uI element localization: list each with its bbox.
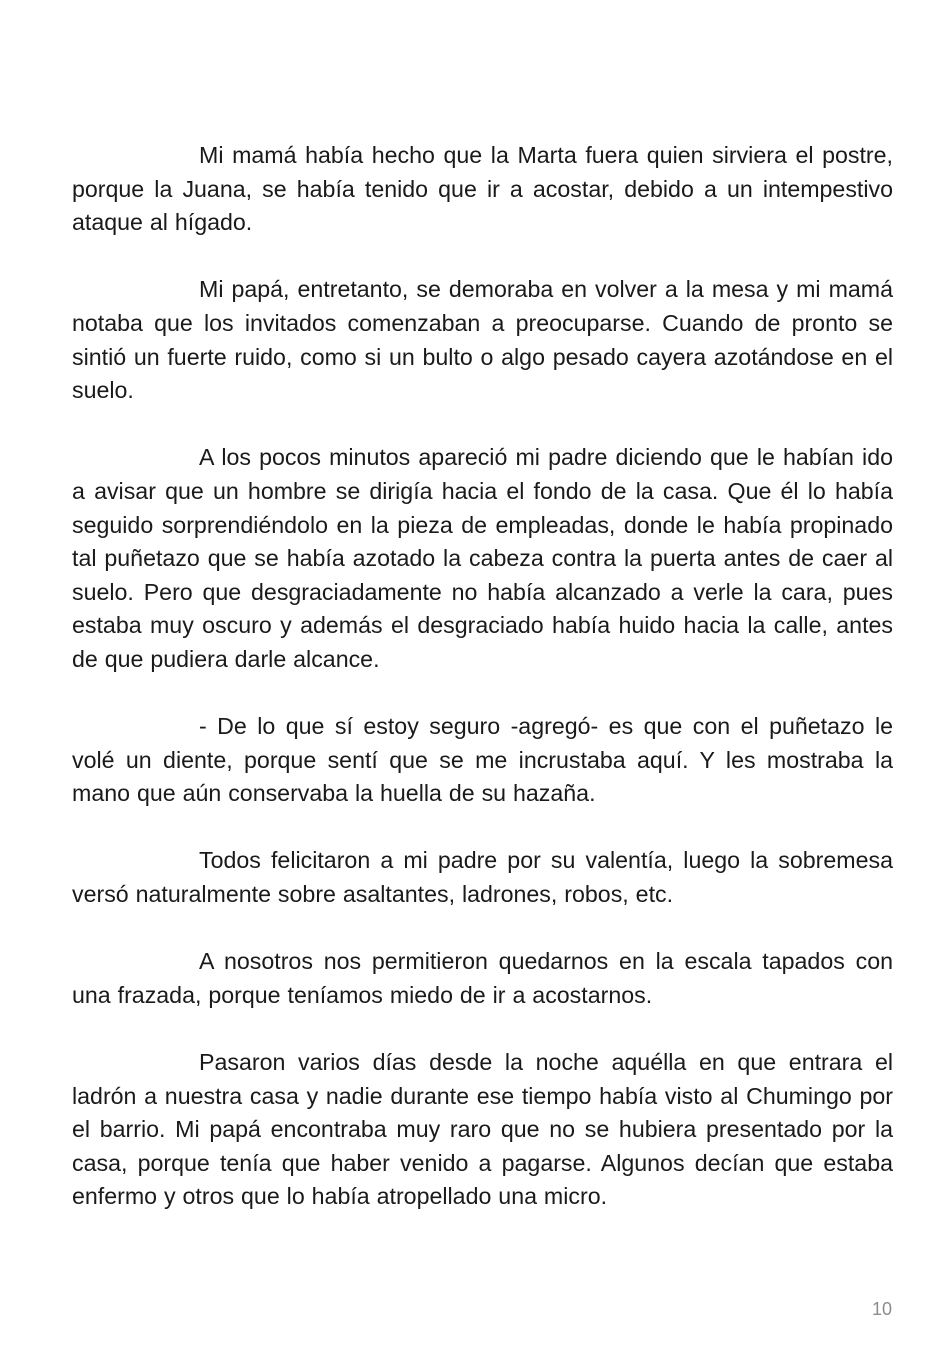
body-text (72, 139, 893, 1214)
paragraph-5: Todos felicitaron a mi padre por su valentía, luego la sobremesa versó naturalmente sobre asaltantes, ladrones, robos, etc. (72, 847, 893, 908)
paragraph-1: Mi mamá había hecho que la Marta fuera quien sirviera el postre, porque la Juana, se había tenido que ir a acostar, debido a un intempestivo ataque al hígado. (72, 142, 893, 236)
paragraph-4: - De lo que sí estoy seguro -agregó- es que con el puñetazo le volé un diente, porque sentí que se me incrustaba aquí. Y les mostraba la mano que aún conservaba la huella de su hazaña. (72, 713, 893, 807)
paragraph-7: Pasaron varios días desde la noche aquélla en que entrara el ladrón a nuestra casa y nadie durante ese tiempo había visto al Chumingo por el barrio. Mi papá encontraba muy raro que no se hubiera presentado por la casa, porque tenía que haber venido a pagarse. Algunos decían que estaba enfermo y otros que lo había atropellado una micro. (72, 1049, 893, 1210)
paragraph-2: Mi papá, entretanto, se demoraba en volver a la mesa y mi mamá notaba que los invitados comenzaban a preocuparse. Cuando de pronto se sintió un fuerte ruido, como si un bulto o algo pesado cayera azotándose en el suelo. (72, 276, 893, 404)
paragraph-3: A los pocos minutos apareció mi padre diciendo que le habían ido a avisar que un hombre se dirigía hacia el fondo de la casa. Que él lo había seguido sorprendiéndolo en la pieza de empleadas, donde le había propinado tal puñetazo que se había azotado la cabeza contra la puerta antes de caer al suelo. Pero que desgraciadamente no había alcanzado a verle la cara, pues estaba muy oscuro y además el desgraciado había huido hacia la calle, antes de que pudiera darle alcance. (72, 444, 893, 672)
page-number: 10 (871, 1299, 892, 1319)
paragraph-6: A nosotros nos permitieron quedarnos en la escala tapados con una frazada, porque teníamos miedo de ir a acostarnos. (72, 948, 893, 1008)
